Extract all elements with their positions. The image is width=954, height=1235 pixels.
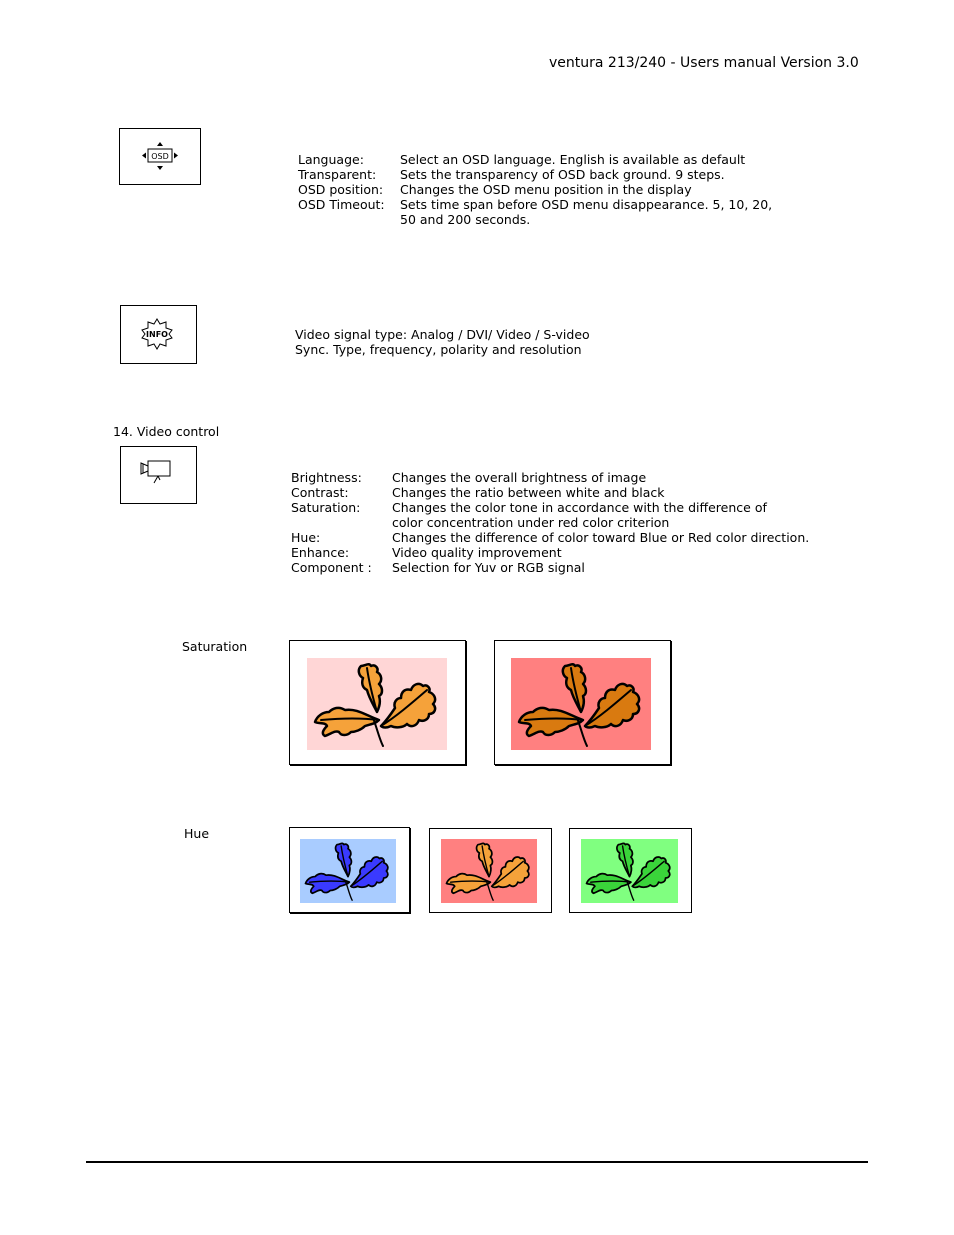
video-icon-box — [120, 446, 197, 504]
def-desc: Changes the ratio between white and black — [392, 485, 665, 500]
info-icon-box — [120, 305, 197, 364]
def-row — [291, 470, 851, 485]
def-row — [291, 560, 851, 575]
def-term: Hue: — [291, 530, 321, 545]
hue-blue-frame — [289, 827, 410, 913]
def-term: Saturation: — [291, 500, 361, 515]
leaf-image-low-saturation — [307, 658, 447, 750]
def-desc: Changes the overall brightness of image — [392, 470, 647, 485]
saturation-label: Saturation — [182, 639, 248, 654]
hue-label: Hue — [184, 826, 210, 841]
osd-icon-box — [119, 128, 201, 185]
def-row-continued — [291, 515, 851, 530]
leaf-image-red-hue — [441, 839, 537, 903]
def-desc: color concentration under red color criterion — [392, 515, 670, 530]
def-row — [291, 485, 851, 500]
def-row — [298, 167, 818, 182]
def-row — [291, 545, 851, 560]
def-row — [298, 197, 818, 212]
def-row — [291, 500, 851, 515]
def-term: Enhance: — [291, 545, 350, 560]
leaf-image-high-saturation — [511, 658, 651, 750]
def-desc: 50 and 200 seconds. — [400, 212, 531, 227]
info-line: Video signal type: Analog / DVI/ Video / S-video — [295, 327, 590, 342]
osd-icon-label: OSD — [151, 152, 169, 161]
info-line: Sync. Type, frequency, polarity and resolution — [295, 342, 582, 357]
def-row — [298, 152, 818, 167]
osd-definitions — [298, 152, 818, 227]
def-row — [291, 530, 851, 545]
def-desc: Selection for Yuv or RGB signal — [392, 560, 585, 575]
video-definitions — [291, 470, 851, 575]
def-term: Brightness: — [291, 470, 362, 485]
footer-rule — [86, 1161, 868, 1163]
osd-menu-icon — [140, 141, 180, 171]
def-desc: Changes the difference of color toward Blue or Red color direction. — [392, 530, 810, 545]
hue-green-frame — [569, 828, 692, 913]
saturation-low-frame — [289, 640, 466, 765]
def-term: Contrast: — [291, 485, 349, 500]
def-desc: Select an OSD language. English is available as default — [400, 152, 746, 167]
def-desc: Video quality improvement — [392, 545, 562, 560]
def-row-continued — [298, 212, 818, 227]
info-icon-label: INFO — [146, 330, 168, 339]
def-term: OSD Timeout: — [298, 197, 385, 212]
info-icon — [139, 318, 175, 350]
def-term: Component : — [291, 560, 372, 575]
hue-red-frame — [429, 828, 552, 913]
def-term: Language: — [298, 152, 364, 167]
section-heading: 14. Video control — [113, 424, 220, 439]
def-desc: Sets the transparency of OSD back ground. 9 steps. — [400, 167, 725, 182]
page-header: ventura 213/240 - Users manual Version 3.0 — [549, 55, 859, 71]
def-desc: Sets time span before OSD menu disappearance. 5, 10, 20, — [400, 197, 773, 212]
saturation-high-frame — [494, 640, 671, 765]
video-camera-icon — [140, 458, 174, 486]
leaf-image-green-hue — [581, 839, 678, 903]
def-desc: Changes the color tone in accordance with the difference of — [392, 500, 767, 515]
def-term: OSD position: — [298, 182, 384, 197]
def-desc: Changes the OSD menu position in the display — [400, 182, 692, 197]
leaf-image-blue-hue — [300, 839, 396, 903]
def-row — [298, 182, 818, 197]
def-term: Transparent: — [298, 167, 377, 182]
